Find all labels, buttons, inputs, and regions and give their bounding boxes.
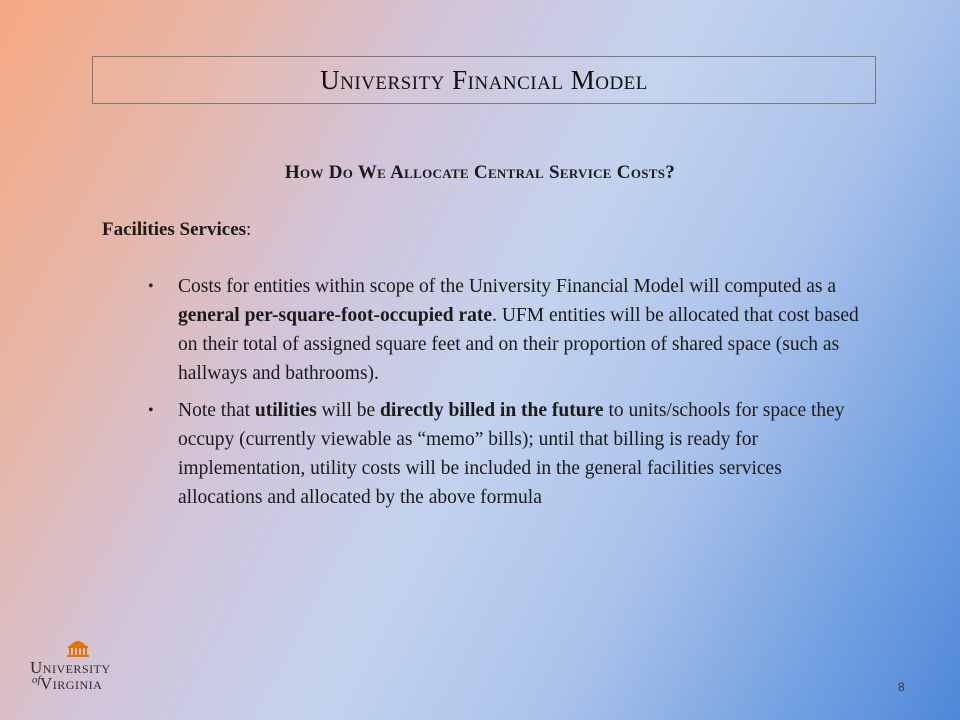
logo-line2: Virginia <box>40 674 103 693</box>
section-label-suffix: : <box>246 219 252 240</box>
logo-of: of <box>32 674 41 686</box>
bullet-item <box>146 272 866 388</box>
slide-title: University Financial Model <box>320 64 648 95</box>
bullet-emphasis: general per-square-foot-occupied rate <box>178 305 493 326</box>
bullet-emphasis: directly billed in the future <box>380 400 604 421</box>
title-box <box>92 56 876 104</box>
bullet-list <box>146 272 866 520</box>
page-number: 8 <box>898 680 905 694</box>
section-label-text: Facilities Services <box>102 219 247 240</box>
bullet-text: to units/schools for space they occupy (currently viewable as “memo” bills); until that billing is ready for implementation, utility costs will be included in the general facilities services allocations and allocated by the above formula <box>178 400 845 508</box>
bullet-text: Costs for entities within scope of the University Financial Model will computed as a <box>178 276 837 297</box>
bullet-marker: • <box>148 278 154 295</box>
bullet-text: . UFM entities will be allocated that cost based on their total of assigned square feet and on their proportion of shared space (such as hallways and bathrooms). <box>178 305 859 384</box>
bullet-item <box>146 396 866 512</box>
logo-line1: University <box>30 658 111 677</box>
bullet-marker: • <box>148 402 154 419</box>
university-logo <box>30 636 130 694</box>
bullet-emphasis: utilities <box>254 400 317 421</box>
bullet-text: will be <box>316 400 381 421</box>
section-label <box>102 219 251 241</box>
rotunda-icon <box>64 636 92 658</box>
bullet-text: Note that <box>178 400 255 421</box>
slide-subtitle: How Do We Allocate Central Service Costs? <box>284 162 676 183</box>
